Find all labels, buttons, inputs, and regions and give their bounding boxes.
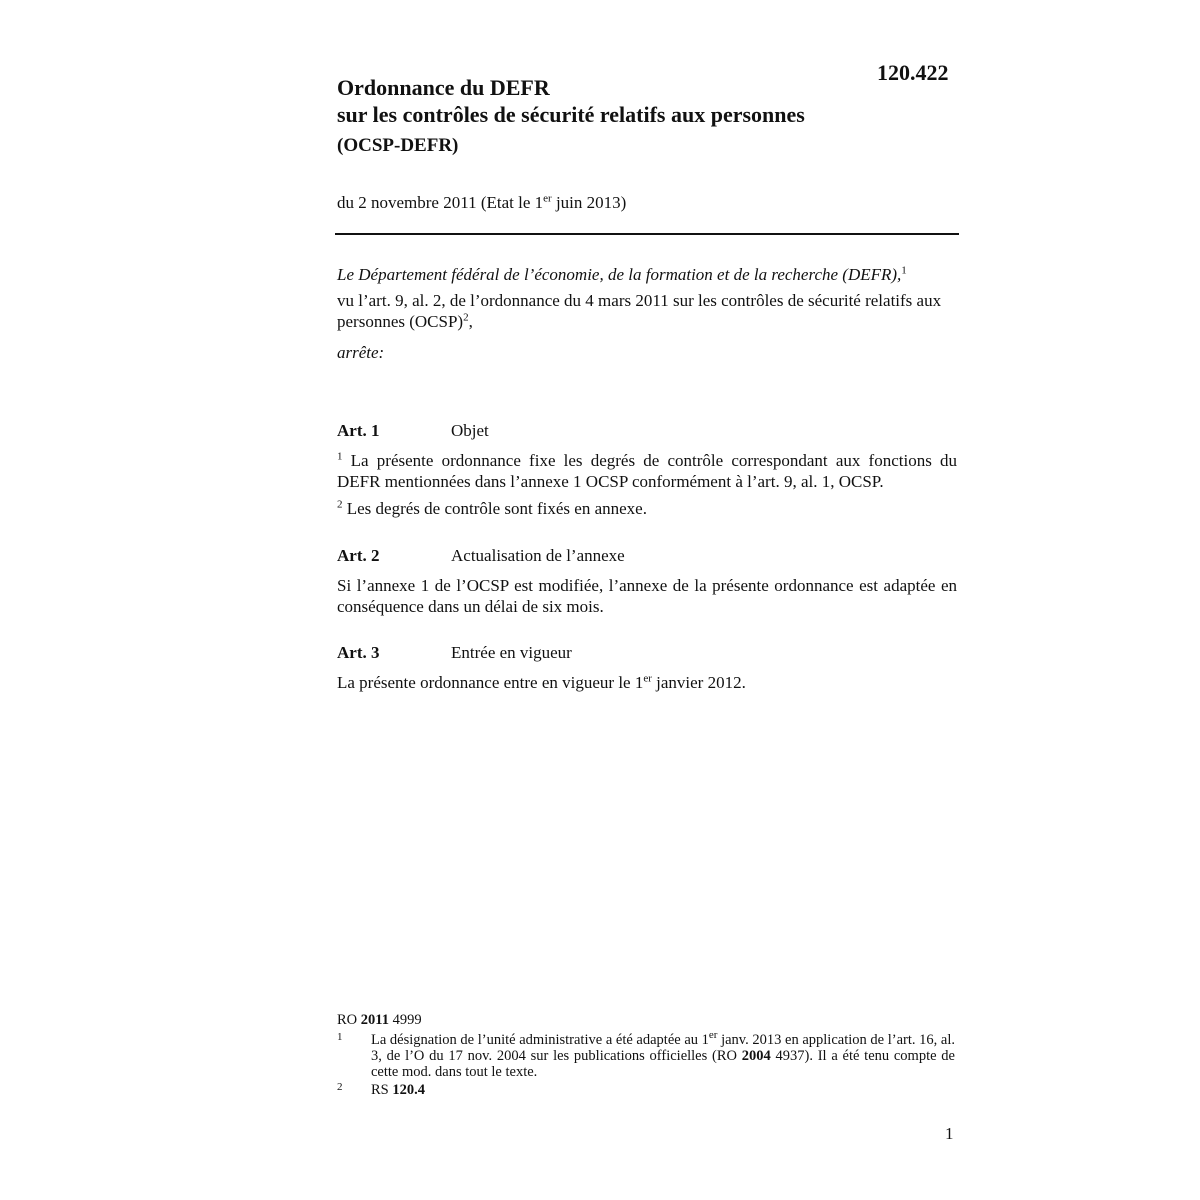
footnote-text-a: RS xyxy=(371,1082,393,1098)
paragraph-text: Les degrés de contrôle sont fixés en annexe. xyxy=(342,499,647,518)
preamble-basis xyxy=(337,290,957,332)
footnote-text-c: 4937). Il a été tenu compte de cette mod. dans tout le texte. xyxy=(371,1048,955,1080)
ro-year: 2011 xyxy=(360,1012,389,1028)
footnote-2 xyxy=(337,1082,955,1098)
title-abbreviation: (OCSP-DEFR) xyxy=(337,135,459,156)
footnote-number: 2 xyxy=(337,1081,343,1093)
article-3-text xyxy=(337,672,957,693)
ro-page: 4999 xyxy=(388,1012,422,1028)
paragraph-number: 1 xyxy=(337,450,343,463)
footnote-sup: er xyxy=(708,1029,718,1042)
header-divider xyxy=(335,233,959,235)
footnote-ref-2[interactable]: 2 xyxy=(463,311,469,324)
footnote-ref-1[interactable]: 1 xyxy=(901,264,907,277)
footnote-bold: 120.4 xyxy=(392,1082,425,1098)
footnote-text-a: La désignation de l’unité administrative a été adaptée au 1 xyxy=(371,1032,709,1048)
article-3-text-prefix: La présente ordonnance entre en vigueur le 1 xyxy=(337,673,644,692)
article-3-sup: er xyxy=(643,672,652,685)
article-1-paragraph-2 xyxy=(337,498,957,519)
footnote-number: 1 xyxy=(337,1031,343,1043)
article-number: Art. 1 xyxy=(337,421,380,440)
date-prefix: du 2 novembre 2011 (Etat le 1 xyxy=(337,193,544,212)
preamble-decrees: arrête: xyxy=(337,343,385,362)
document-title xyxy=(337,74,897,158)
ro-prefix: RO xyxy=(337,1012,361,1028)
title-line-2: sur les contrôles de sécurité relatifs aux personnes xyxy=(337,102,805,127)
paragraph-text: La présente ordonnance fixe les degrés de contrôle correspondant aux fonctions du DEFR mentionnées dans l’annexe 1 OCSP conformément à l’art. 9, al. 1, OCSP. xyxy=(337,451,957,491)
footnote-1 xyxy=(337,1029,955,1080)
article-1-paragraph-1 xyxy=(337,450,957,492)
article-number: Art. 3 xyxy=(337,643,380,662)
page-number: 1 xyxy=(945,1124,954,1143)
sr-number: 120.422 xyxy=(877,60,949,85)
footnote-text-b: janv. 2013 en application de l’art. 16, al. 3, de l’O du 17 nov. 2004 sur les publications officielles (RO xyxy=(371,1032,955,1064)
date-suffix: juin 2013) xyxy=(551,193,627,212)
article-3-heading xyxy=(337,643,957,663)
article-3-text-suffix: janvier 2012. xyxy=(651,673,746,692)
footnote-bold: 2004 xyxy=(741,1048,771,1064)
ro-reference xyxy=(337,1012,955,1028)
preamble-authority xyxy=(337,264,957,285)
title-line-1: Ordonnance du DEFR xyxy=(337,75,550,100)
article-2-heading xyxy=(337,546,957,566)
paragraph-number: 2 xyxy=(337,498,343,511)
date-sup: er xyxy=(543,192,552,205)
article-title: Objet xyxy=(451,421,489,440)
footnote-text xyxy=(371,1029,955,1080)
authority-text: Le Département fédéral de l’économie, de la formation et de la recherche (DEFR), xyxy=(337,265,902,284)
article-title: Actualisation de l’annexe xyxy=(451,546,625,565)
date-line xyxy=(337,193,626,213)
article-number: Art. 2 xyxy=(337,546,380,565)
article-1-heading xyxy=(337,421,957,441)
basis-text: vu l’art. 9, al. 2, de l’ordonnance du 4 mars 2011 sur les contrôles de sécurité relatifs aux personnes (OCSP) xyxy=(337,291,942,331)
article-title: Entrée en vigueur xyxy=(451,643,572,662)
basis-end: , xyxy=(468,312,473,331)
article-2-text: Si l’annexe 1 de l’OCSP est modifiée, l’annexe de la présente ordonnance est adaptée en conséquence dans un délai de six mois. xyxy=(337,576,957,616)
footnote-text xyxy=(371,1082,955,1098)
